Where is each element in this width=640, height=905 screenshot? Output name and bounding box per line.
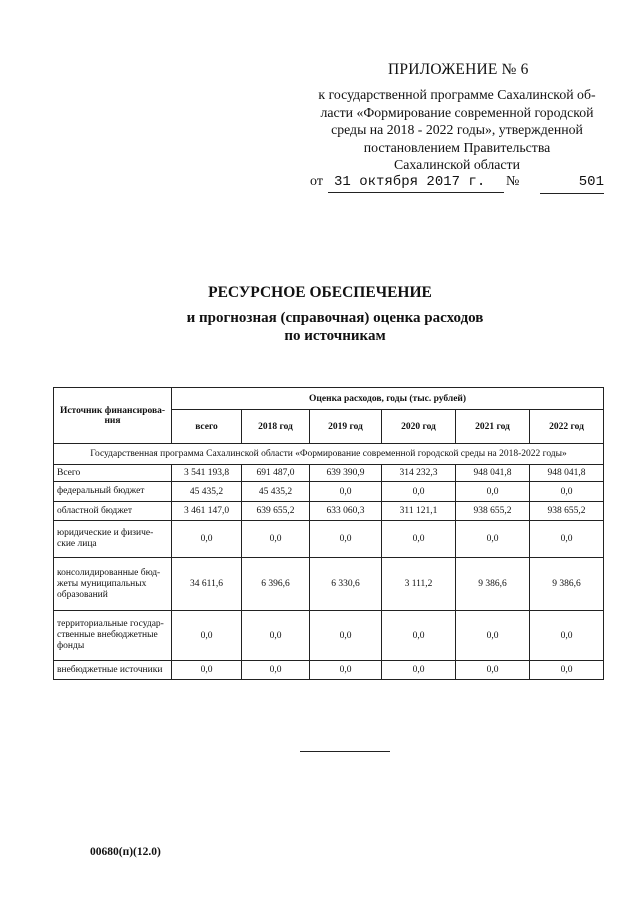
source-cell: юридические и физиче-ские лица (54, 521, 172, 558)
value-cell: 0,0 (530, 661, 604, 680)
document-code: 00680(п)(12.0) (90, 846, 161, 858)
appendix-line: среды на 2018 - 2022 годы», утвержденной (331, 122, 583, 138)
source-cell: областной бюджет (54, 502, 172, 521)
value-cell: 311 121,1 (382, 502, 456, 521)
program-name: Государственная программа Сахалинской области «Формирование современной городской среды на 2018-2022 годы» (54, 444, 604, 465)
value-cell: 0,0 (310, 521, 382, 558)
value-cell: 34 611,6 (172, 558, 242, 611)
column-header: 2020 год (382, 410, 456, 444)
value-cell: 639 655,2 (242, 502, 310, 521)
value-cell: 0,0 (310, 611, 382, 661)
value-cell: 0,0 (456, 661, 530, 680)
value-cell: 948 041,8 (530, 465, 604, 482)
source-cell: внебюджетные источники (54, 661, 172, 680)
page-subtitle: и прогнозная (справочная) оценка расходов по источникам (186, 310, 484, 344)
value-cell: 0,0 (242, 521, 310, 558)
value-cell: 9 386,6 (456, 558, 530, 611)
value-cell: 45 435,2 (242, 482, 310, 502)
value-cell: 3 541 193,8 (172, 465, 242, 482)
number-label: № (506, 174, 520, 189)
column-header: 2021 год (456, 410, 530, 444)
from-label: от (310, 174, 323, 189)
value-cell: 0,0 (530, 611, 604, 661)
estimate-header: Оценка расходов, годы (тыс. рублей) (172, 388, 604, 410)
footer-divider (300, 751, 390, 752)
value-cell: 0,0 (456, 611, 530, 661)
table-row (54, 465, 604, 482)
appendix-line: постановлением Правительства (363, 139, 551, 155)
table-row (54, 482, 604, 502)
table-row (54, 611, 604, 661)
table-row (54, 502, 604, 521)
value-cell: 9 386,6 (530, 558, 604, 611)
value-cell: 45 435,2 (172, 482, 242, 502)
table-row (54, 521, 604, 558)
resolution-number: 501 (540, 174, 604, 194)
source-column-header: Источник финансирова-ния (54, 388, 172, 444)
value-cell: 0,0 (530, 482, 604, 502)
resolution-date: 31 октября 2017 г. (328, 174, 504, 193)
value-cell: 0,0 (242, 611, 310, 661)
source-cell: федеральный бюджет (54, 482, 172, 502)
appendix-title: ПРИЛОЖЕНИЕ № 6 (388, 61, 529, 78)
value-cell: 639 390,9 (310, 465, 382, 482)
appendix-line: к государственной программе Сахалинской об- (318, 87, 596, 102)
table-header-row (54, 388, 604, 410)
appendix-line: ласти «Формирование современной городской (320, 104, 594, 120)
value-cell: 633 060,3 (310, 502, 382, 521)
value-cell: 948 041,8 (456, 465, 530, 482)
value-cell: 0,0 (530, 521, 604, 558)
value-cell: 0,0 (172, 521, 242, 558)
value-cell: 314 232,3 (382, 465, 456, 482)
value-cell: 691 487,0 (242, 465, 310, 482)
table-row (54, 661, 604, 680)
value-cell: 3 111,2 (382, 558, 456, 611)
source-cell: Всего (54, 465, 172, 482)
value-cell: 0,0 (172, 611, 242, 661)
value-cell: 3 461 147,0 (172, 502, 242, 521)
value-cell: 0,0 (382, 482, 456, 502)
value-cell: 938 655,2 (456, 502, 530, 521)
value-cell: 0,0 (382, 611, 456, 661)
source-cell: территориальные государ-ственные внебюджетные фонды (54, 611, 172, 661)
column-header: 2019 год (310, 410, 382, 444)
value-cell: 0,0 (172, 661, 242, 680)
value-cell: 0,0 (456, 482, 530, 502)
value-cell: 6 396,6 (242, 558, 310, 611)
budget-table (53, 387, 604, 680)
appendix-text (292, 86, 622, 174)
value-cell: 938 655,2 (530, 502, 604, 521)
column-header: всего (172, 410, 242, 444)
value-cell: 0,0 (310, 661, 382, 680)
value-cell: 0,0 (242, 661, 310, 680)
source-cell: консолидированные бюд-жеты муниципальных образований (54, 558, 172, 611)
value-cell: 0,0 (382, 521, 456, 558)
value-cell: 0,0 (382, 661, 456, 680)
signature-row (310, 174, 606, 196)
column-header: 2022 год (530, 410, 604, 444)
value-cell: 0,0 (310, 482, 382, 502)
page-title: РЕСУРСНОЕ ОБЕСПЕЧЕНИЕ (208, 284, 432, 301)
table-row (54, 558, 604, 611)
value-cell: 6 330,6 (310, 558, 382, 611)
column-header: 2018 год (242, 410, 310, 444)
program-row (54, 444, 604, 465)
appendix-line: Сахалинской области (394, 157, 520, 173)
value-cell: 0,0 (456, 521, 530, 558)
